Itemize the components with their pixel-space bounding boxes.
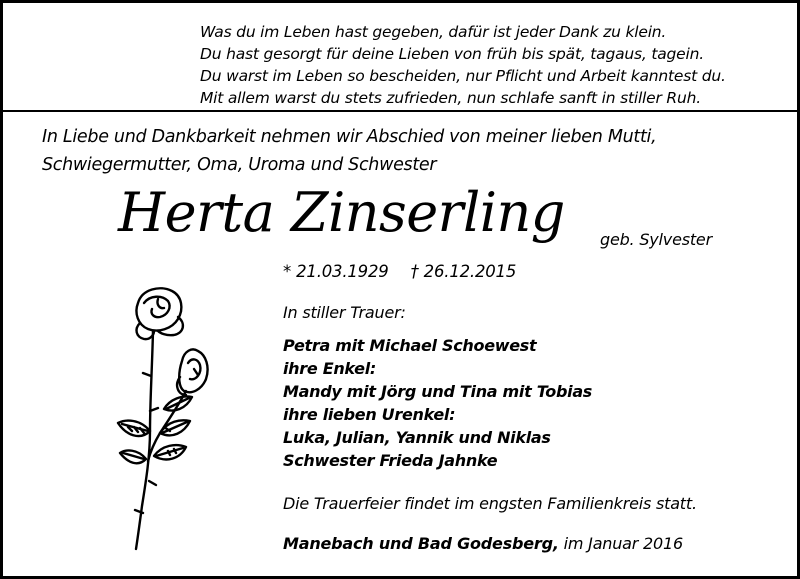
notice-date: im Januar 2016	[558, 534, 683, 553]
death-date: † 26.12.2015	[410, 262, 517, 281]
service-note: Die Trauerfeier findet im engsten Familienkreis statt.	[283, 494, 697, 513]
mourner-line: Schwester Frieda Jahnke	[283, 451, 498, 470]
poem-verse	[200, 21, 760, 109]
mourner-line: ihre Enkel:	[283, 359, 377, 378]
mourner-line: ihre lieben Urenkel:	[283, 405, 456, 424]
birth-name: geb. Sylvester	[600, 230, 712, 249]
poem-line: Mit allem warst du stets zufrieden, nun schlafe sanft in stiller Ruh.	[200, 89, 701, 107]
intro-text: In Liebe und Dankbarkeit nehmen wir Abschied von meiner lieben Mutti, Schwiegermutter, Oma, Uroma und Schwester	[42, 127, 657, 175]
mourner-line: Luka, Julian, Yannik und Niklas	[283, 428, 551, 447]
mourner-line: Mandy mit Jörg und Tina mit Tobias	[283, 382, 593, 401]
deceased-name: Herta Zinserling	[118, 181, 565, 244]
poem-line: Du warst im Leben so bescheiden, nur Pflicht und Arbeit kanntest du.	[200, 67, 726, 85]
mourner-line: Petra mit Michael Schoewest	[283, 336, 537, 355]
poem-line: Du hast gesorgt für deine Lieben von früh bis spät, tagaus, tagein.	[200, 45, 704, 63]
mourners-list	[283, 334, 592, 472]
rose-icon	[98, 281, 248, 556]
divider	[3, 110, 797, 112]
poem-line: Was du im Leben hast gegeben, dafür ist jeder Dank zu klein.	[200, 23, 667, 41]
place-date	[283, 534, 683, 553]
mourning-label: In stiller Trauer:	[283, 303, 406, 322]
birth-date: * 21.03.1929	[283, 262, 389, 281]
place-name: Manebach und Bad Godesberg,	[283, 534, 559, 553]
life-dates	[283, 262, 516, 281]
